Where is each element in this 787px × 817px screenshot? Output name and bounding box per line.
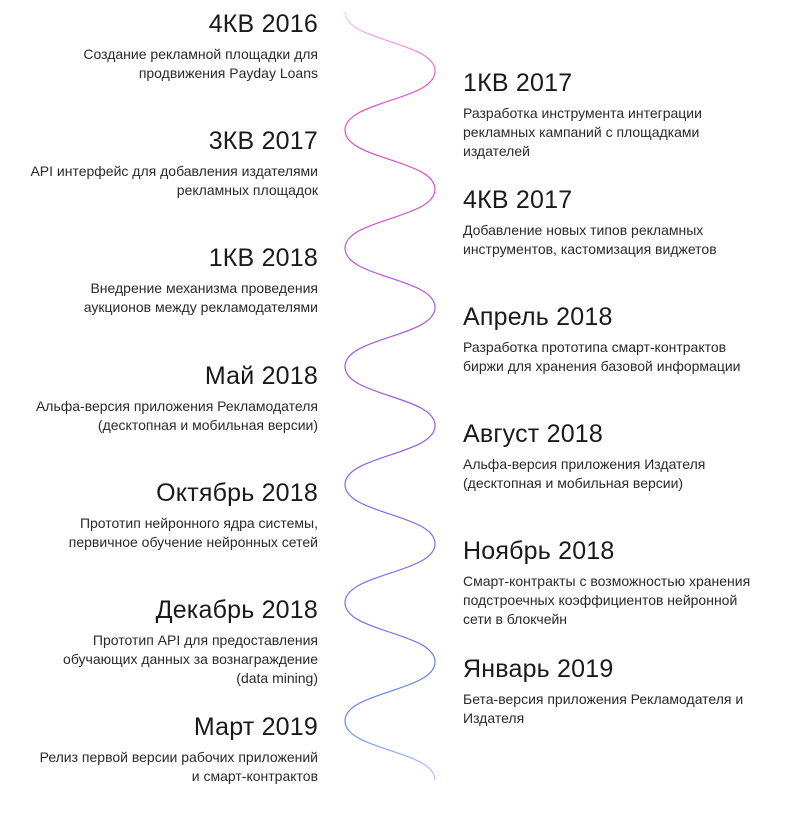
milestone-january-2019 (463, 654, 753, 728)
milestone-3kv-2017 (28, 126, 318, 200)
milestone-title: Август 2018 (463, 420, 604, 449)
milestone-title: Декабрь 2018 (155, 596, 318, 624)
milestone-description: Прототип API для предоставления обучающих данных за вознаграждение (data mining) (63, 632, 318, 686)
milestone-title: Март 2019 (193, 713, 318, 742)
milestone-title: Май 2018 (204, 361, 318, 390)
milestone-description: Разработка прототипа смарт-контрактов биржи для хранения базовой информации (463, 339, 741, 374)
milestone-description: Прототип нейронного ядра системы, первичное обучение нейронных сетей (68, 514, 318, 550)
milestone-december-2018 (28, 595, 318, 688)
milestone-description: API интерфейс для добавления издателями рекламных площадок (30, 163, 318, 199)
milestone-title: 1КВ 2017 (463, 68, 573, 97)
milestone-title: Январь 2019 (463, 654, 614, 683)
milestone-1kv-2017 (463, 68, 753, 161)
milestone-description: Смарт-контракты с возможностью хранения подстроечных коэффициентов нейронной сети в блокчейн (463, 573, 751, 628)
milestone-may-2018 (28, 361, 318, 435)
milestone-march-2019 (28, 712, 318, 786)
milestone-description: Релиз первой версии рабочих приложений и смарт-контрактов (39, 749, 318, 785)
milestone-title: 1КВ 2018 (208, 244, 318, 273)
milestone-title: Октябрь 2018 (156, 478, 318, 507)
milestone-august-2018 (463, 419, 753, 493)
milestone-4kv-2016 (28, 9, 318, 83)
milestone-description: Внедрение механизма проведения аукционов между рекламодателями (83, 280, 318, 316)
milestone-description: Альфа-версия приложения Издателя (десктопная и мобильная версии) (463, 456, 706, 492)
milestone-description: Бета-версия приложения Рекламодателя и Издателя (463, 690, 744, 726)
milestone-description: Разработка инструмента интеграции рекламных кампаний с площадками издателей (463, 104, 702, 159)
timeline-wave-line (345, 12, 435, 780)
milestone-4kv-2017 (463, 185, 753, 259)
milestone-april-2018 (463, 302, 753, 376)
milestone-title: Ноябрь 2018 (463, 537, 615, 566)
milestone-title: 3КВ 2017 (208, 127, 318, 156)
milestone-title: 4КВ 2017 (463, 185, 573, 214)
milestone-1kv-2018 (28, 243, 318, 317)
milestone-description: Альфа-версия приложения Рекламодателя (десктопная и мобильная версии) (35, 397, 318, 433)
milestone-november-2018 (463, 536, 753, 629)
milestone-description: Создание рекламной площадки для продвижения Payday Loans (83, 46, 318, 81)
milestone-description: Добавление новых типов рекламных инструментов, кастомизация виджетов (463, 221, 717, 257)
milestone-title: Апрель 2018 (463, 303, 613, 331)
milestone-october-2018 (28, 478, 318, 552)
milestone-title: 4КВ 2016 (208, 10, 318, 38)
